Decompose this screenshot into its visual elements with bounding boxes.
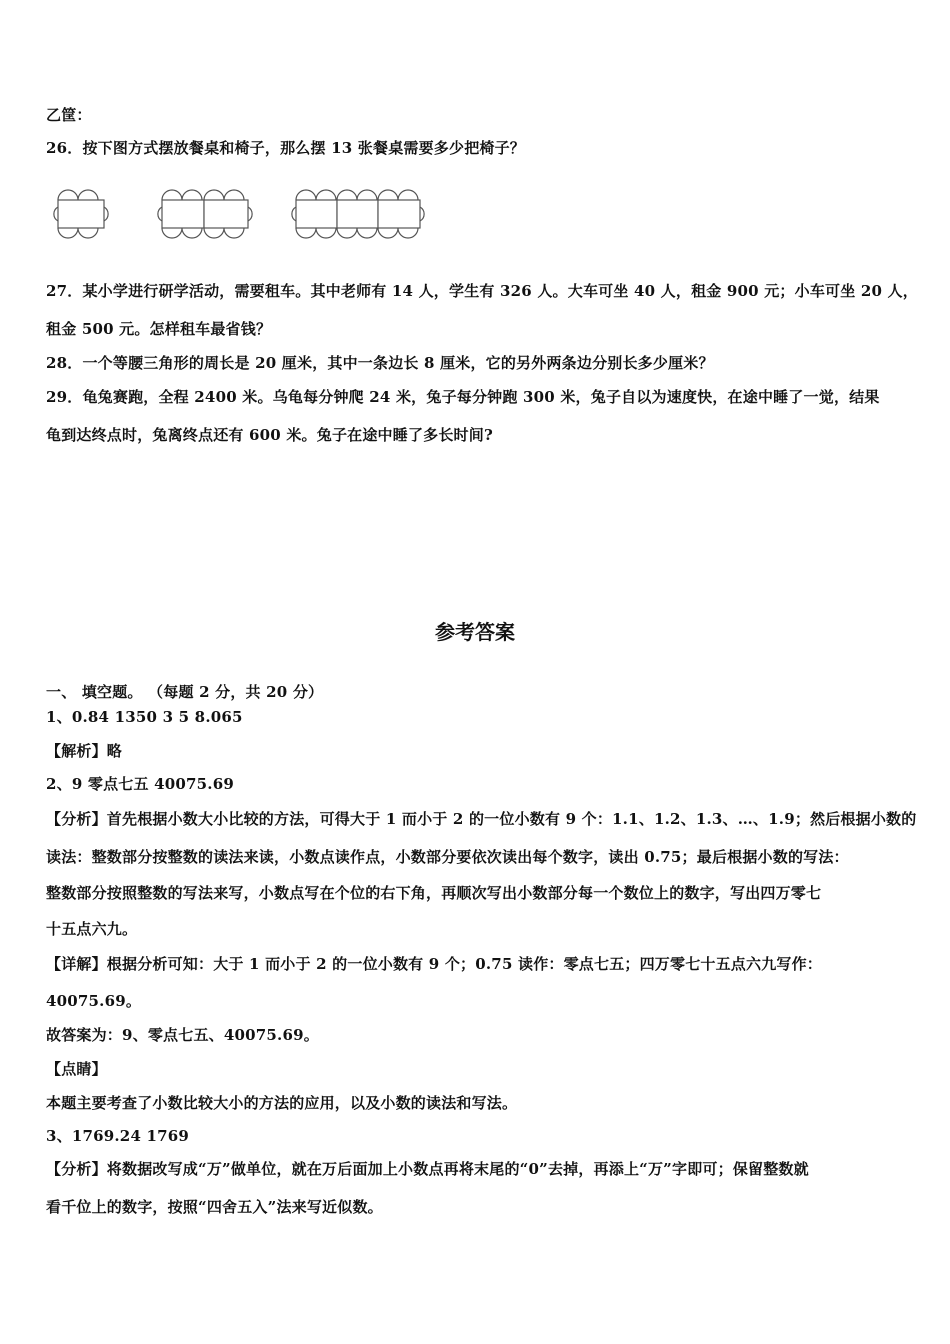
question-28: 28．一个等腰三角形的周长是 20 厘米，其中一条边长 8 厘米，它的另外两条边分别长多少厘米？ <box>46 354 714 372</box>
answer-1-analysis: 【解析】略 <box>46 742 123 760</box>
table-group-3 <box>292 190 424 238</box>
answer-3-analysis: 【分析】将数据改写成“万”做单位，就在万后面加上小数点再将末尾的“0”去掉，再添上“万”字即可；保留整数就 <box>46 1160 809 1178</box>
answer-title: 参考答案 <box>435 620 515 644</box>
answer-2-result: 故答案为：9、零点七五、40075.69。 <box>46 1026 319 1044</box>
answer-2: 2、9 零点七五 40075.69 <box>46 775 235 793</box>
question-27-cont: 租金 500 元。怎样租车最省钱？ <box>46 320 272 338</box>
table-chair-arrangement-icon <box>44 182 444 246</box>
answer-2-analysis-cont: 整数部分按照整数的写法来写，小数点写在个位的右下角，再顺次写出小数部分每一个数位上的数字，写出四万零七 <box>46 884 822 902</box>
answer-2-detail: 【详解】根据分析可知：大于 1 而小于 2 的一位小数有 9 个；0.75 读作：零点七五；四万零七十五点六九写作： <box>46 955 823 973</box>
answer-2-analysis-cont: 十五点六九。 <box>46 920 138 938</box>
section-heading: 一、 填空题。 （每题 2 分，共 20 分） <box>46 683 324 701</box>
answer-3: 3、1769.24 1769 <box>46 1127 190 1145</box>
question-27: 27．某小学进行研学活动，需要租车。其中老师有 14 人，学生有 326 人。大车可坐 40 人，租金 900 元；小车可坐 20 人， <box>46 282 918 300</box>
answer-2-analysis: 【分析】首先根据小数大小比较的方法，可得大于 1 而小于 2 的一位小数有 9 个：1.1、1.2、1.3、…、1.9；然后根据小数的 <box>46 810 917 828</box>
answer-1: 1、0.84 1350 3 5 8.065 <box>46 708 243 726</box>
text-line: 乙筐： <box>46 106 92 124</box>
table-group-2 <box>158 190 252 238</box>
answer-2-highlight-label: 【点睛】 <box>46 1060 107 1078</box>
question-26: 26．按下图方式摆放餐桌和椅子，那么摆 13 张餐桌需要多少把椅子？ <box>46 139 525 157</box>
question-29-cont: 龟到达终点时，兔离终点还有 600 米。兔子在途中睡了多长时间? <box>46 426 493 444</box>
answer-3-analysis-cont: 看千位上的数字，按照“四舍五入”法来写近似数。 <box>46 1198 383 1216</box>
answer-2-highlight: 本题主要考查了小数比较大小的方法的应用，以及小数的读法和写法。 <box>46 1094 518 1112</box>
answer-2-detail-cont: 40075.69。 <box>46 992 142 1010</box>
table-group-1 <box>54 190 108 238</box>
question-29: 29．龟兔赛跑，全程 2400 米。乌龟每分钟爬 24 米，兔子每分钟跑 300 米，兔子自以为速度快，在途中睡了一觉，结果 <box>46 388 880 406</box>
answer-2-analysis-cont: 读法：整数部分按整数的读法来读，小数点读作点，小数部分要依次读出每个数字，读出 0.75；最后根据小数的写法： <box>46 848 849 866</box>
